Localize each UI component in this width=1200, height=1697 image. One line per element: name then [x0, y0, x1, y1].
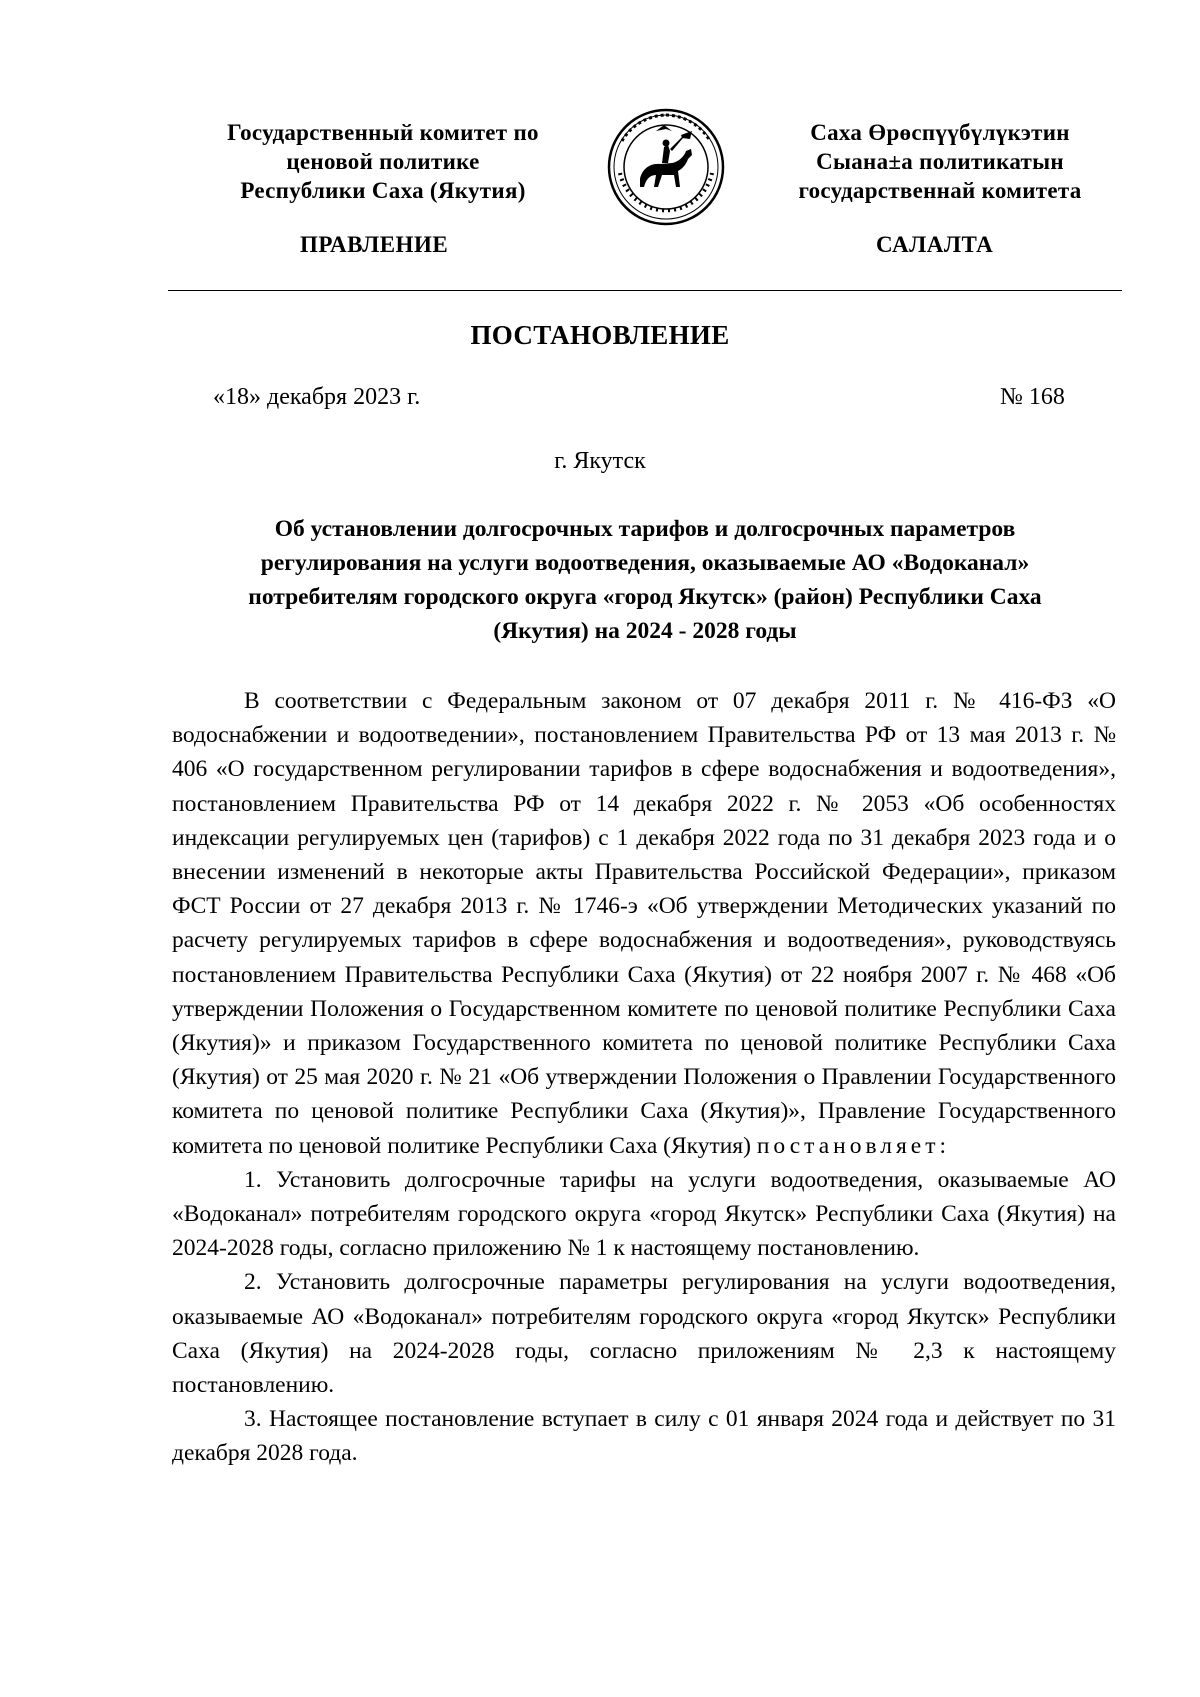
item-paragraph-3: 3. Настоящее постановление вступает в силу с 01 января 2024 года и действует по 31 декабря 2028 года. — [172, 1406, 1116, 1467]
header-right-line-3: государственнай комитета — [798, 178, 1082, 203]
header-left-line-2: ценовой политике — [286, 149, 480, 174]
title-line-1: Об установлении долгосрочных тарифов и долгосрочных параметров — [274, 516, 1016, 542]
preamble-text: В соответствии с Федеральным законом от 07 декабря 2011 г. № 416-ФЗ «О водоснабжении и водоотведении», постановлением Правительства РФ от 13 мая 2013 г. № 406 «О государственном регулировании тарифов в сфере водоснабжения и водоотведения», постановлением Правительства РФ от 14 декабря 2022 г. № 2053 «Об особенностях индексации регулируемых цен (тарифов) с 1 декабря 2022 года по 31 декабря 2023 года и о внесении изменений в некоторые акты Правительства Российской Федерации», приказом ФСТ России от 27 декабря 2013 г. № 1746-э «Об утверждении Методических указаний по расчету регулируемых тарифов в сфере водоснабжения и водоотведения», руководствуясь постановлением Правительства Республики Саха (Якутия) от 22 ноября 2007 г. № 468 «Об утверждении Положения о Государственном комитете по ценовой политике Республики Саха (Якутия)» и приказом Государственного комитета по ценовой политике Республики Саха (Якутия) от 25 мая 2020 г. № 21 «Об утверждении Положения о Правлении Государственного комитета по ценовой политике Республики Саха (Якутия)», Правление Государственного комитета по ценовой политике Республики Саха (Якутия) — [172, 688, 1116, 1159]
document-title — [168, 512, 1122, 648]
title-line-3: потребителям городского округа «город Якутск» (район) Республики Саха — [248, 584, 1042, 610]
department-left: ПРАВЛЕНИЕ — [300, 232, 449, 257]
header-divider — [168, 290, 1122, 291]
document-number: № 168 — [1000, 384, 1065, 410]
header-left-line-3: Республики Саха (Якутия) — [240, 178, 526, 203]
preamble-paragraph — [172, 684, 1116, 1163]
document-type-heading: ПОСТАНОВЛЕНИЕ — [470, 320, 730, 350]
header-right-block — [760, 118, 1120, 205]
title-line-2: регулирования на услуги водоотведения, оказываемые АО «Водоканал» — [260, 550, 1030, 576]
header-right-line-1: Саха Өрөспүүбүлүкэтин — [810, 120, 1070, 145]
department-right: САЛАЛТА — [876, 232, 994, 257]
item-paragraph-2: 2. Установить долгосрочные параметры регулирования на услуги водоотведения, оказываемые АО «Водоканал» потребителям городского округа «город Якутск» Республики Саха (Якутия) на 2024-2028 годы, согласно приложениям № 2,3 к настоящему постановлению. — [172, 1269, 1116, 1399]
document-body — [172, 684, 1116, 1471]
document-city: г. Якутск — [554, 448, 646, 474]
document-date: «18» декабря 2023 г. — [213, 384, 421, 410]
item-paragraph-1: 1. Установить долгосрочные тарифы на услуги водоотведения, оказываемые АО «Водоканал» потребителям городского округа «город Якутск» Республики Саха (Якутия) на 2024-2028 годы, согласно приложению № 1 к настоящему постановлению. — [172, 1166, 1116, 1262]
header-left-line-1: Государственный комитет по — [227, 120, 539, 145]
coat-of-arms-emblem-icon — [606, 107, 726, 227]
decree-word: постановляет: — [756, 1132, 951, 1159]
title-line-4: (Якутия) на 2024 - 2028 годы — [493, 618, 797, 644]
header-right-line-2: Сыана±а политикатын — [816, 149, 1064, 174]
header-left-block — [203, 118, 563, 205]
